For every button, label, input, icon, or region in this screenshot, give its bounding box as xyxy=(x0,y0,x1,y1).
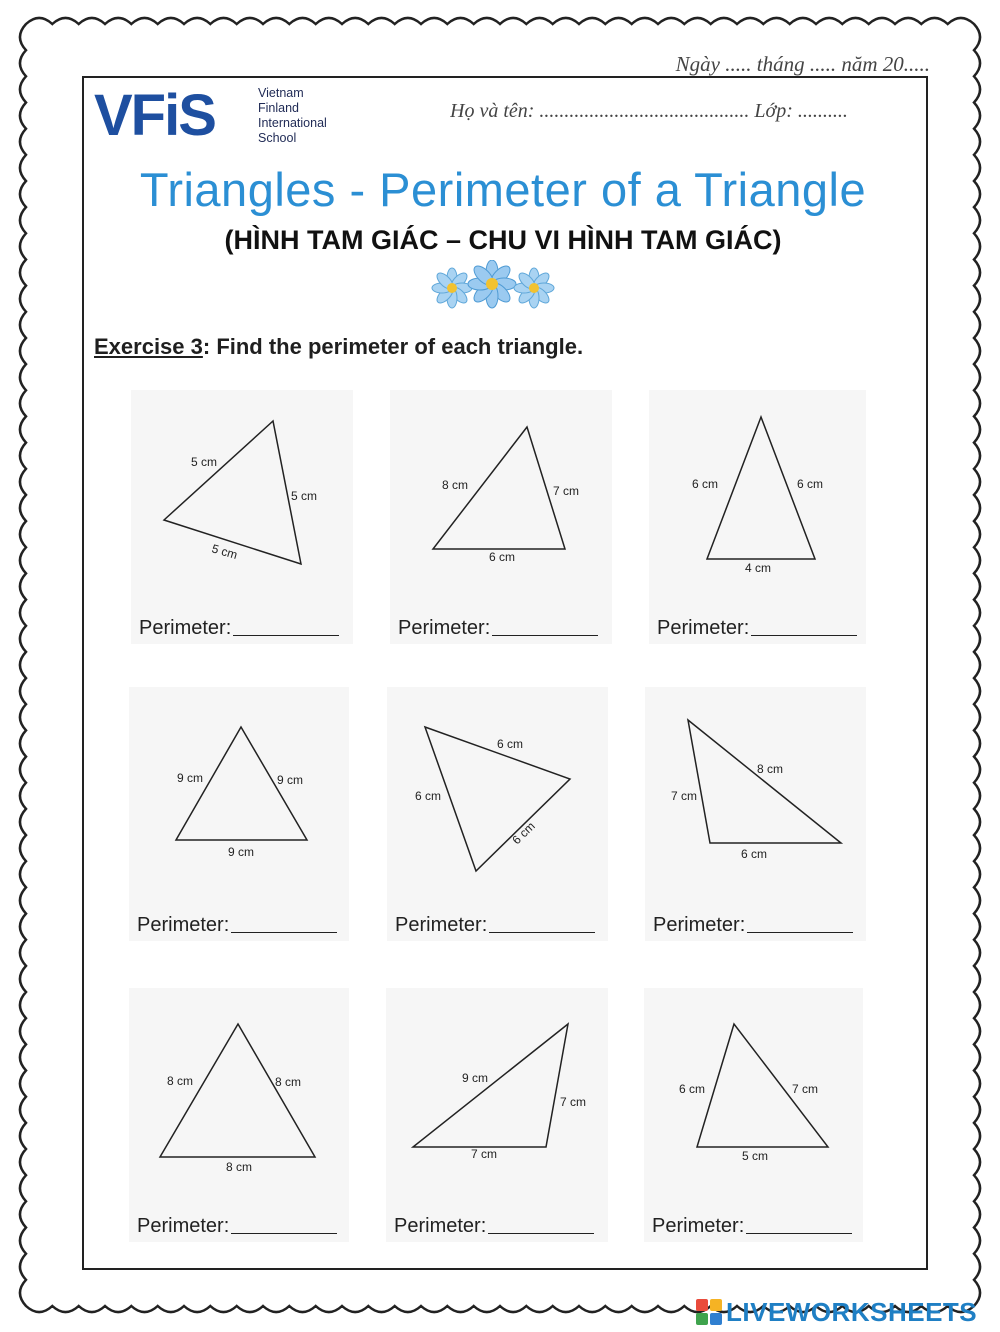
side-label: 9 cm xyxy=(228,845,255,859)
triangle-shape xyxy=(688,720,841,843)
side-label: 7 cm xyxy=(671,789,698,803)
side-label: 7 cm xyxy=(792,1082,819,1096)
flower-icon xyxy=(514,268,554,308)
side-label: 9 cm xyxy=(177,771,204,785)
logo-mark: VFiS xyxy=(94,83,215,148)
exercise-heading xyxy=(94,334,583,360)
answer-blank[interactable] xyxy=(233,635,339,636)
triangle-card-5 xyxy=(387,687,608,941)
perimeter-answer: Perimeter: xyxy=(652,1215,852,1238)
perimeter-answer: Perimeter: xyxy=(657,617,857,640)
answer-blank[interactable] xyxy=(231,932,337,933)
exercise-label: Exercise 3 xyxy=(94,334,203,359)
answer-blank[interactable] xyxy=(751,635,857,636)
side-label: 5 cm xyxy=(742,1149,769,1163)
answer-blank[interactable] xyxy=(489,932,595,933)
answer-blank[interactable] xyxy=(231,1233,337,1234)
perimeter-answer: Perimeter: xyxy=(395,914,595,937)
triangle-card-2 xyxy=(390,390,612,644)
perimeter-answer: Perimeter: xyxy=(398,617,598,640)
triangle-card-8 xyxy=(386,988,608,1242)
answer-blank[interactable] xyxy=(746,1233,852,1234)
answer-blank[interactable] xyxy=(747,932,853,933)
answer-blank[interactable] xyxy=(488,1233,594,1234)
triangle-card-1 xyxy=(131,390,353,644)
exercise-instruction: : Find the perimeter of each triangle. xyxy=(202,334,584,359)
side-label: 8 cm xyxy=(275,1075,302,1089)
side-label: 5 cm xyxy=(191,455,218,469)
footer-brand[interactable] xyxy=(696,1296,977,1328)
footer-brand-text: LIVEWORKSHEETS xyxy=(726,1296,978,1327)
side-label: 7 cm xyxy=(553,484,580,498)
triangle-shape xyxy=(164,421,301,564)
triangle-card-7 xyxy=(129,988,349,1242)
triangle-card-3 xyxy=(649,390,866,644)
triangle-card-6 xyxy=(645,687,866,941)
student-name-line: Họ và tên: .......................................... Lớp: .......... xyxy=(450,100,848,122)
answer-blank[interactable] xyxy=(492,635,598,636)
perimeter-answer: Perimeter: xyxy=(394,1215,594,1238)
side-label: 6 cm xyxy=(497,737,524,751)
side-label: 6 cm xyxy=(797,477,824,491)
flowers-decoration xyxy=(428,260,558,312)
flower-icon xyxy=(432,268,472,308)
side-label: 6 cm xyxy=(679,1082,706,1096)
date-line: Ngày ..... tháng ..... năm 20..... xyxy=(675,52,930,76)
side-label: 6 cm xyxy=(741,847,768,861)
page-subtitle: (HÌNH TAM GIÁC – CHU VI HÌNH TAM GIÁC) xyxy=(224,225,782,255)
flower-icon xyxy=(468,260,516,308)
perimeter-answer: Perimeter: xyxy=(653,914,853,937)
triangle-shape xyxy=(413,1024,568,1147)
triangle-card-9 xyxy=(644,988,863,1242)
liveworksheets-logo-icon xyxy=(696,1299,722,1325)
side-label: 8 cm xyxy=(167,1074,194,1088)
side-label: 6 cm xyxy=(692,477,719,491)
side-label: 4 cm xyxy=(745,561,772,575)
side-label: 8 cm xyxy=(442,478,469,492)
side-label: 6 cm xyxy=(489,550,516,564)
perimeter-answer: Perimeter: xyxy=(137,1215,337,1238)
side-label: 7 cm xyxy=(471,1147,498,1161)
side-label: 7 cm xyxy=(560,1095,587,1109)
side-label: 9 cm xyxy=(277,773,304,787)
perimeter-answer: Perimeter: xyxy=(137,914,337,937)
side-label: 5 cm xyxy=(210,541,240,563)
side-label: 8 cm xyxy=(226,1160,253,1174)
perimeter-answer: Perimeter: xyxy=(139,617,339,640)
triangle-card-4 xyxy=(129,687,349,941)
side-label: 9 cm xyxy=(462,1071,489,1085)
side-label: 6 cm xyxy=(415,789,442,803)
school-logo xyxy=(94,84,354,150)
logo-school-name: Vietnam Finland International School xyxy=(258,86,327,145)
page-title: Triangles - Perimeter of a Triangle xyxy=(139,163,867,216)
side-label: 8 cm xyxy=(757,762,784,776)
triangle-shape xyxy=(160,1024,315,1157)
side-label: 5 cm xyxy=(291,489,318,503)
side-label: 6 cm xyxy=(509,819,538,848)
